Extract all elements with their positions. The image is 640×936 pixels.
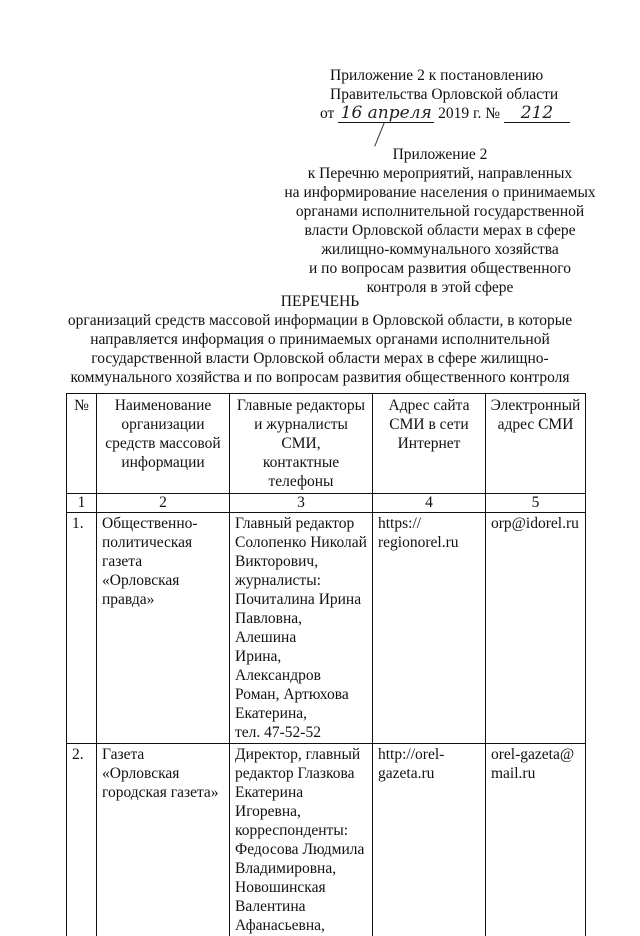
column-number-row (67, 494, 586, 513)
appendix-title-line1: Приложение 2 к постановлению (330, 66, 543, 85)
appendix2-line-7: и по вопросам развития общественного (240, 259, 640, 278)
table-row (67, 744, 586, 936)
table-row (67, 513, 586, 744)
handwritten-number: 212 (504, 105, 570, 123)
website-address: https:// regionorel.ru (373, 513, 486, 744)
email-address: orp@idorel.ru (486, 513, 586, 744)
table-header-row (67, 394, 586, 494)
header-organization: Наименование организации средств массовой информации (97, 394, 230, 494)
appendix2-line-1: Приложение 2 (240, 145, 640, 164)
list-subtitle-line-1: организаций средств массовой информации в Орловской области, в которые (0, 311, 640, 330)
appendix-date-line (320, 104, 570, 123)
editors-journalists: Главный редактор Солопенко Николай Викторович, журналисты: Почиталина Ирина Павловна, Алешина Ирина, Александров Роман, Артюхова Екатерина, тел. 47-52-52 (230, 513, 373, 744)
appendix2-line-8: контроля в этой сфере (240, 278, 640, 297)
website-address: http://orel- gazeta.ru (373, 744, 486, 936)
column-number: 1 (67, 494, 97, 513)
header-email: Электронный адрес СМИ (486, 394, 586, 494)
appendix-title-line2: Правительства Орловской области (330, 85, 558, 104)
row-number: 2. (67, 744, 97, 936)
editors-journalists: Директор, главный редактор Глазкова Екатерина Игоревна, корреспонденты: Федосова Людмила Владимировна, Новошинская Валентина Афанасьевна, (230, 744, 373, 936)
appendix2-line-3: на информирование населения о принимаемых (240, 183, 640, 202)
appendix2-line-2: к Перечню мероприятий, направленных (240, 164, 640, 183)
column-number: 3 (230, 494, 373, 513)
appendix2-line-4: органами исполнительной государственной (240, 202, 640, 221)
header-number: № (67, 394, 97, 494)
date-prefix: от (320, 105, 334, 122)
column-number: 4 (373, 494, 486, 513)
list-subtitle-line-4: коммунального хозяйства и по вопросам развития общественного контроля (0, 368, 640, 387)
row-number: 1. (67, 513, 97, 744)
list-subtitle-line-2: направляется информация о принимаемых органами исполнительной (0, 330, 640, 349)
header-editors: Главные редакторы и журналисты СМИ, контактные телефоны (230, 394, 373, 494)
email-address: orel-gazeta@ mail.ru (486, 744, 586, 936)
handwritten-date: 16 апреля (338, 105, 434, 123)
appendix2-line-5: власти Орловской области мерах в сфере (240, 221, 640, 240)
organization-name: Газета «Орловская городская газета» (97, 744, 230, 936)
column-number: 2 (97, 494, 230, 513)
pen-stroke-mark (374, 122, 385, 146)
column-number: 5 (486, 494, 586, 513)
date-year: 2019 г. № (438, 105, 500, 122)
media-organizations-table (66, 393, 586, 936)
organization-name: Общественно- политическая газета «Орловская правда» (97, 513, 230, 744)
appendix2-line-6: жилищно-коммунального хозяйства (240, 240, 640, 259)
list-title: ПЕРЕЧЕНЬ (0, 292, 640, 311)
header-website: Адрес сайта СМИ в сети Интернет (373, 394, 486, 494)
list-subtitle-line-3: государственной власти Орловской области мерах в сфере жилищно- (0, 349, 640, 368)
